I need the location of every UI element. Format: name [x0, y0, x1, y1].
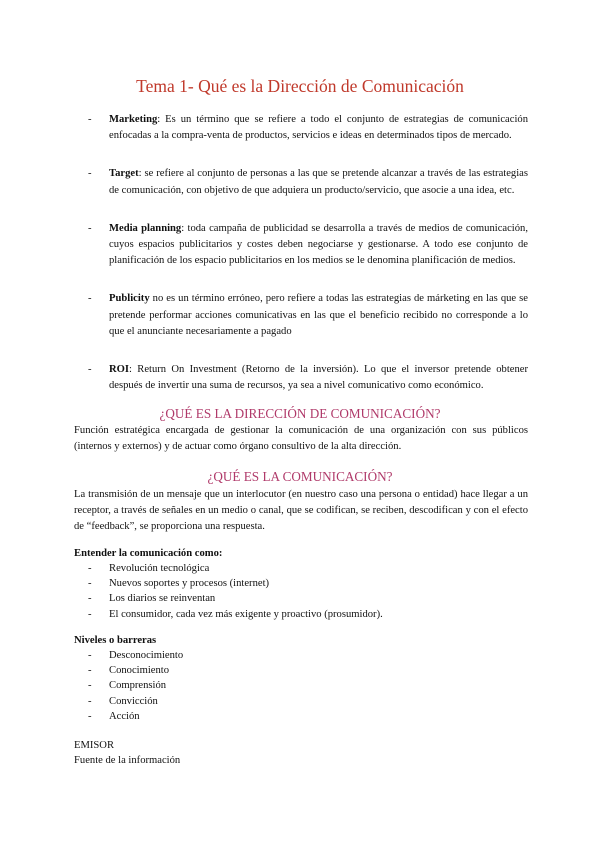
- niveles-heading: Niveles o barreras: [74, 635, 157, 646]
- term: ROI: [109, 364, 130, 376]
- definition-text: Return On Investment (Retorno de la inversión). Lo que el inversor pretende obtener después de invertir una suma de recursos, ya sea a nivel comunicativo como económico.: [109, 364, 528, 392]
- list-item: - Acción: [88, 710, 140, 722]
- section-body-comunicacion: La transmisión de un mensaje que un interlocutor (en nuestro caso una persona o entidad) hace llegar a un receptor, a través de señales en un medio o canal, que se codifican, se reciben, descodifican y con el efecto de “feedback”, se proporciona una respuesta.: [74, 489, 528, 532]
- term: Marketing: [109, 114, 158, 125]
- term: Target: [109, 168, 139, 180]
- list-dash: -: [88, 293, 92, 305]
- list-dash: -: [88, 222, 92, 234]
- term: Media planning: [109, 222, 182, 234]
- definition-text: se refiere al conjunto de personas a las que se pretende alcanzar a través de las estrategias de comunicación, con objetivo de que adquiera un producto/servicio, que asocie a una idea, etc.: [109, 168, 528, 196]
- term: Publicity: [109, 293, 150, 305]
- entender-heading: Entender la comunicación como:: [74, 548, 223, 559]
- definition-text: Es un término que se refiere a todo el conjunto de estrategias de comunicación enfocadas a la compra-venta de productos, servicios e ideas en determinados tipos de mercado.: [109, 114, 528, 142]
- section-body-direccion: Función estratégica encargada de gestionar la comunicación de una organización con sus públicos (internos y externos) y de actuar como órgano consultivo de la alta dirección.: [74, 425, 528, 452]
- definition-roi: - ROI: Return On Investment (Retorno de la inversión). Lo que el inversor pretende obtener después de invertir una suma de recursos, ya sea a nivel comunicativo como económico.: [88, 364, 528, 392]
- list-dash: -: [88, 168, 92, 180]
- section-heading-direccion: ¿QUÉ ES LA DIRECCIÓN DE COMUNICACIÓN?: [159, 406, 441, 421]
- list-item: - Desconocimiento: [88, 650, 184, 661]
- list-item: - Convicción: [88, 695, 158, 707]
- section-heading-comunicacion: ¿QUÉ ES LA COMUNICACIÓN?: [207, 469, 393, 484]
- niveles-list: [88, 648, 183, 724]
- list-item: - Revolución tecnológica: [88, 563, 210, 574]
- definition-media-planning: - Media planning: toda campaña de publicidad se desarrolla a través de medios de comunicación, cuyos espacios publicitarios y costes deben negociarse y gestionarse. A todo ese conjunto de planificación de los espacio publicitarios en los medios se le denomina planificación de medios.: [88, 222, 528, 267]
- definition-target: - Target: se refiere al conjunto de personas a las que se pretende alcanzar a través de las estrategias de comunicación, con objetivo de que adquiera un producto/servicio, que asocie a una idea, etc.: [88, 168, 528, 196]
- list-item: - Nuevos soportes y procesos (internet): [88, 578, 270, 590]
- definition-publicity: [88, 291, 528, 340]
- definition-text: no es un término erróneo, pero refiere a todas las estrategias de márketing en las que se pretende performar acciones comunicativas en las que el beneficio recibido no corresponde a lo que el anunciante necesariamente a pagado: [109, 293, 528, 337]
- list-dash: -: [88, 114, 92, 125]
- list-item: - Los diarios se reinventan: [88, 593, 216, 605]
- list-item: - El consumidor, cada vez más exigente y proactivo (prosumidor).: [88, 608, 383, 620]
- definitions-list: [88, 112, 528, 416]
- entender-list: [88, 561, 383, 622]
- emisor-label: EMISOR: [74, 740, 115, 751]
- emisor-text: Fuente de la información: [74, 755, 181, 766]
- list-item: - Comprensión: [88, 680, 167, 692]
- list-item: - Conocimiento: [88, 665, 170, 677]
- list-dash: -: [88, 364, 92, 376]
- definition-marketing: - Marketing: Es un término que se refiere a todo el conjunto de estrategias de comunicación enfocadas a la compra-venta de productos, servicios e ideas en determinados tipos de mercado.: [88, 114, 528, 142]
- page-title: Tema 1- Qué es la Dirección de Comunicación: [136, 76, 464, 96]
- definition-text: toda campaña de publicidad se desarrolla a través de medios de comunicación, cuyos espacios publicitarios y costes deben negociarse y gestionarse. A todo ese conjunto de planificación de los espacio publicitarios en los medios se le denomina planificación de medios.: [109, 222, 528, 267]
